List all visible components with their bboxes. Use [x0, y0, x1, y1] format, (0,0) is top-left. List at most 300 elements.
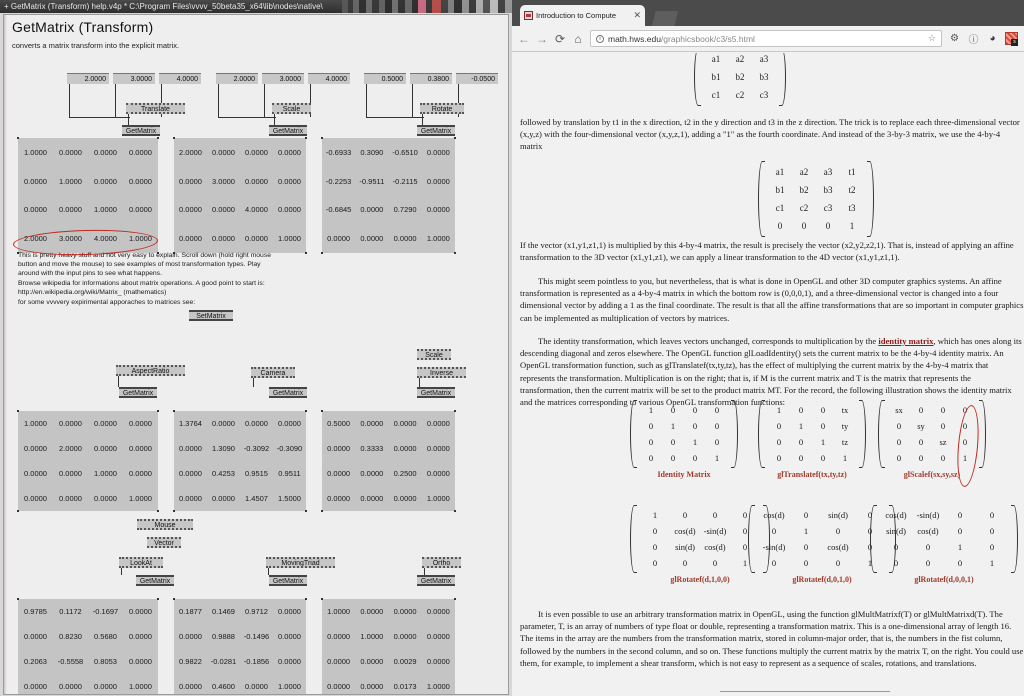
info-circle-icon[interactable]: ⓘ	[968, 35, 979, 46]
node-getmatrix-inverse[interactable]: GetMatrix	[417, 387, 455, 398]
matrix-cell: -0.6845	[325, 205, 352, 215]
matrix-cell: 0	[648, 453, 654, 463]
matrix-cell: 0	[776, 453, 782, 463]
matrix-cell: 1.0000	[94, 469, 117, 478]
matrix-cell: 1	[648, 405, 654, 415]
matrix-cell: 1	[652, 510, 658, 520]
matrix-caption: glRotatef(d,0,1,0)	[792, 575, 852, 584]
matrix-cell: 0	[776, 421, 782, 431]
reload-icon[interactable]: ⟳	[554, 31, 566, 46]
matrix-cell: 0.9712	[245, 607, 268, 616]
matrix-cell: -0.5558	[57, 657, 84, 666]
matrix-cell: 0.1877	[179, 607, 202, 616]
matrix-cell: -0.1856	[243, 657, 270, 666]
matrix-cell: 0.5680	[94, 632, 117, 641]
matrix-cell: 0.0000	[94, 176, 117, 186]
matrix-cell: tx	[841, 405, 849, 415]
iobox-translate-2[interactable]: 4.0000	[159, 73, 201, 84]
iobox-scale-2[interactable]: 4.0000	[308, 73, 350, 84]
matrix-cell: 1	[989, 558, 995, 568]
matrix-cell: 0.0000	[327, 234, 351, 244]
matrix-output-scale[interactable]	[174, 138, 306, 253]
matrix-output-ortho[interactable]	[322, 599, 455, 695]
matrix-cell: 0	[896, 437, 902, 447]
matrix-caption: glTranslatef(tx,ty,tz)	[777, 470, 847, 479]
matrix-cell: 0.0000	[426, 444, 450, 453]
paragraph-4	[520, 335, 1024, 408]
node-pin[interactable]	[173, 598, 175, 600]
matrix-cell: cos(d)	[917, 526, 939, 536]
matrix-cell: a1	[711, 54, 721, 64]
matrix-cell: 0	[777, 221, 783, 231]
matrix-cell: 0.0000	[426, 607, 450, 616]
matrix-cell: -0.6933	[325, 147, 352, 157]
node-pin[interactable]	[454, 510, 456, 512]
matrix-output-rotate[interactable]	[322, 138, 455, 253]
matrix-cells	[765, 400, 859, 468]
matrix-cell: 0	[798, 405, 804, 415]
favicon-icon	[524, 11, 533, 20]
matrix-caption: glRotatef(d,1,0,0)	[670, 575, 730, 584]
matrix-cell: 0.0000	[278, 419, 301, 428]
matrix-output-movingtriad[interactable]	[174, 599, 306, 695]
matrix-cell: 0.9515	[245, 469, 268, 478]
matrix-cell: 0	[798, 453, 804, 463]
matrix-output-inverse[interactable]	[322, 411, 455, 511]
browser-tab[interactable]	[520, 5, 645, 26]
matrix-cell: 0	[962, 437, 968, 447]
matrix-cell: 0	[712, 558, 718, 568]
wire	[218, 117, 276, 118]
back-icon[interactable]: ←	[518, 31, 530, 46]
matrix-cell: 4.0000	[94, 234, 117, 244]
node-pin[interactable]	[305, 252, 307, 254]
matrix-cell: 0	[803, 558, 809, 568]
matrix-cell: 0	[652, 526, 658, 536]
matrix-cell: 0	[867, 526, 873, 536]
gear-icon[interactable]: ⚙	[950, 33, 959, 44]
matrix-cell: c3	[823, 203, 833, 213]
matrix-cell: 0	[714, 421, 720, 431]
node-camera[interactable]: Camera	[251, 367, 295, 378]
matrix-cell: 0.0000	[24, 444, 47, 453]
bracket-right	[779, 53, 786, 106]
setmatrix-node[interactable]: SetMatrix	[189, 310, 233, 321]
matrix-cell: -sin(d)	[916, 510, 940, 520]
matrix-cell: 1	[742, 558, 748, 568]
bracket-right	[731, 400, 738, 468]
matrix-cell: cos(d)	[763, 510, 785, 520]
node-translate[interactable]: Translate	[126, 103, 185, 114]
node-lookat[interactable]: LookAt	[119, 557, 163, 568]
matrix-cell: 0.0000	[179, 234, 202, 244]
matrix-cell: 0.0000	[179, 494, 202, 503]
home-icon[interactable]: ⌂	[574, 31, 582, 46]
matrix-output-translate[interactable]	[18, 138, 158, 253]
matrix-cell: 0.0000	[426, 419, 450, 428]
bracket-left	[694, 53, 701, 106]
node-getmatrix-scale[interactable]: GetMatrix	[269, 125, 307, 136]
matrix-figure	[630, 400, 738, 479]
node-ortho[interactable]: Ortho	[422, 557, 461, 568]
iobox-scale-0[interactable]: 2.0000	[216, 73, 258, 84]
matrix-cell: 0.0000	[94, 419, 117, 428]
matrix-cell: ty	[841, 421, 849, 431]
node-pin[interactable]	[305, 510, 307, 512]
matrix-cell: 0.9511	[278, 469, 301, 478]
matrix-cell: 0	[742, 526, 748, 536]
matrix-cell: 0.0000	[360, 234, 384, 244]
url-text	[608, 34, 755, 44]
bracket-left	[878, 400, 885, 468]
matrix-cell: 1.0000	[327, 607, 351, 616]
matrix-cell: cos(d)	[827, 542, 849, 552]
matrix-cell: -sin(d)	[703, 526, 727, 536]
node-pin[interactable]	[17, 410, 19, 412]
matrix-cell: 0	[670, 405, 676, 415]
node-pin[interactable]	[17, 598, 19, 600]
matrix-cell: 0.0000	[393, 444, 417, 453]
horizontal-rule	[720, 691, 890, 692]
wire	[366, 84, 367, 117]
matrix-cell: b1	[711, 72, 721, 82]
matrix-cell: 0.0000	[59, 469, 82, 478]
matrix-output-camera[interactable]	[174, 411, 306, 511]
matrix-cell: 0.0000	[327, 469, 351, 478]
matrix-cell: 0	[682, 510, 688, 520]
node-inverse[interactable]: Inverse	[417, 367, 466, 378]
matrix-cell: 0	[962, 405, 968, 415]
matrix-cell: 4.0000	[245, 205, 268, 215]
node-pin[interactable]	[454, 598, 456, 600]
identity-matrix-link[interactable]: identity matrix	[878, 336, 934, 346]
iobox-rotate-2[interactable]: -0.0500	[456, 73, 498, 84]
page-info-icon[interactable]: i	[596, 35, 604, 43]
node-movingtriad[interactable]: MovingTriad	[266, 557, 335, 568]
matrix-cell: 0	[742, 542, 748, 552]
address-bar[interactable]	[590, 30, 942, 47]
matrix-cell: c1	[711, 90, 721, 100]
bracket-right	[1011, 505, 1018, 573]
wire	[115, 84, 116, 117]
node-getmatrix-aspectratio[interactable]: GetMatrix	[119, 387, 157, 398]
node-mouse[interactable]: Mouse	[137, 519, 193, 530]
paragraph-3: This might seem pointless to you, but nevertheless, that is what is done in OpenGL and other 3D computer graphics systems. An affine transformation is represented as a 4-by-4 matrix in which the bottom row is (0,0,0,1), and a three-dimensional vector is changed into a four dimensional vector by adding a 1 as the final coordinate. The result is that all the affine transformations that are so important in computer graphics can be implemented as multiplication of vectors by matrices.	[520, 276, 1024, 323]
node-pin[interactable]	[321, 252, 323, 254]
matrix-cell: cos(d)	[674, 526, 696, 536]
matrix-cell: 0.9822	[179, 657, 202, 666]
matrix-cell: tz	[841, 437, 849, 447]
node-pin[interactable]	[305, 410, 307, 412]
matrix-cell: 0.0000	[129, 469, 152, 478]
matrix-cell: 0	[925, 542, 931, 552]
matrix-cell: 1.0000	[426, 494, 450, 503]
matrix-cell: -0.3092	[243, 444, 270, 453]
matrix-cell: 1	[962, 453, 968, 463]
matrix-cell: c3	[759, 90, 769, 100]
node-pin[interactable]	[321, 598, 323, 600]
matrix-3x3-top	[694, 53, 786, 106]
node-aspectratio[interactable]: AspectRatio	[116, 365, 185, 376]
matrix-cell: 0.2063	[24, 657, 47, 666]
matrix-cell: 0.0000	[278, 147, 301, 157]
forward-icon[interactable]: →	[536, 31, 548, 46]
matrix-cell: 0	[925, 558, 931, 568]
matrix-cell: 0.0000	[212, 234, 235, 244]
matrix-cell: -0.0281	[210, 657, 237, 666]
new-tab-button[interactable]	[652, 11, 678, 26]
matrix-cell: 1.0000	[129, 682, 152, 691]
matrix-cell: sin(d)	[675, 542, 695, 552]
matrix-cell: 0.0000	[360, 469, 384, 478]
matrix-cell: 3.0000	[212, 176, 235, 186]
node-getmatrix-translate[interactable]: GetMatrix	[122, 125, 160, 136]
matrix-cell: 1.0000	[94, 205, 117, 215]
matrix-cell: 1.0000	[129, 234, 152, 244]
matrix-cell: 0.0000	[59, 682, 82, 691]
node-pin[interactable]	[157, 137, 159, 139]
matrix-cell: 0.0000	[327, 657, 351, 666]
vvvv-title-bar	[0, 0, 512, 13]
matrix-cell: 0.0000	[212, 494, 235, 503]
matrix-cell: 0.0000	[278, 632, 301, 641]
node-getmatrix-lookat[interactable]: GetMatrix	[136, 575, 174, 586]
node-pin[interactable]	[305, 598, 307, 600]
wire	[419, 378, 420, 387]
matrix-cell: t2	[848, 185, 856, 195]
matrix-cell: 0.0000	[59, 147, 82, 157]
matrix-cell: 0.0000	[179, 632, 202, 641]
node-pin[interactable]	[321, 510, 323, 512]
matrix-cell: sin(d)	[886, 526, 906, 536]
node-pin[interactable]	[454, 410, 456, 412]
matrix-figure	[758, 400, 866, 479]
matrix-4x4-affine	[758, 161, 874, 237]
matrix-cell: 0	[940, 421, 946, 431]
node-getmatrix-ortho[interactable]: GetMatrix	[417, 575, 455, 586]
matrix-cell: 1	[842, 453, 848, 463]
matrix-cell: 0	[896, 453, 902, 463]
matrix-cell: 0	[962, 421, 968, 431]
wire	[69, 117, 130, 118]
matrix-figure	[878, 400, 986, 479]
matrix-cell: 0.0000	[426, 469, 450, 478]
matrix-cell: 0	[820, 421, 826, 431]
matrix-caption: Identity Matrix	[657, 470, 711, 479]
matrix-cell: 1.0000	[278, 234, 301, 244]
info-line-1: Browse wikipedia for informations about matrix operations. A good point to start is: http://en.wikipedia.org/wiki/Matrix_ (mathematics)	[18, 279, 265, 296]
matrix-cell: 0.1469	[212, 607, 235, 616]
matrix-cell: 0.0000	[360, 494, 384, 503]
chrome-browser-window	[512, 0, 1024, 696]
matrix-cell: 0.4253	[212, 469, 235, 478]
matrix-cell: 0.0000	[393, 494, 417, 503]
wire	[268, 568, 269, 575]
matrix-cell: 0.0000	[360, 682, 384, 691]
matrix-output-lookat[interactable]	[18, 599, 158, 695]
matrix-cell: 3.0000	[59, 234, 82, 244]
bracket-left	[758, 400, 765, 468]
node-pin[interactable]	[157, 598, 159, 600]
matrix-cell: 0.0000	[94, 494, 117, 503]
node-pin[interactable]	[173, 410, 175, 412]
node-pin[interactable]	[454, 252, 456, 254]
matrix-cells	[701, 53, 779, 106]
matrix-cell: -0.1697	[92, 607, 119, 616]
matrix-cell: 0	[742, 510, 748, 520]
matrix-caption: glScalef(sx,sy,sz)	[903, 470, 961, 479]
node-getmatrix-camera[interactable]: GetMatrix	[269, 387, 307, 398]
node-pin[interactable]	[17, 510, 19, 512]
tab-title: Introduction to Compute	[536, 11, 617, 20]
matrix-cell: 0.0000	[59, 494, 82, 503]
matrix-cell: 0	[918, 405, 924, 415]
paragraph-4-a: The identity transformation, which leaves vectors unchanged, corresponds to multiplication by the	[538, 336, 879, 346]
matrix-cell: 0.0000	[327, 682, 351, 691]
node-pin[interactable]	[321, 410, 323, 412]
node-pin[interactable]	[321, 137, 323, 139]
matrix-cell: 0.0000	[245, 234, 268, 244]
matrix-cell: 1.4507	[245, 494, 268, 503]
matrix-cell: 0.0000	[24, 469, 47, 478]
matrix-cell: 0.0000	[327, 632, 351, 641]
chrome-toolbar	[512, 26, 1024, 52]
node-scale[interactable]: Scale	[417, 349, 451, 360]
node-getmatrix-movingtriad[interactable]: GetMatrix	[269, 575, 307, 586]
matrix-cell: 2.0000	[59, 444, 82, 453]
iobox-scale-1[interactable]: 3.0000	[262, 73, 304, 84]
matrix-cell: a1	[775, 167, 785, 177]
extension-icon[interactable]	[1005, 32, 1018, 45]
wire	[253, 378, 254, 387]
matrix-cell: 1	[957, 542, 963, 552]
bookmark-star-icon[interactable]: ☆	[927, 33, 936, 43]
node-pin[interactable]	[173, 510, 175, 512]
matrix-cell: 0	[820, 405, 826, 415]
matrix-cell: cos(d)	[885, 510, 907, 520]
matrix-cell: 2.0000	[179, 147, 202, 157]
matrix-cell: -0.2253	[325, 176, 352, 186]
matrix-cell: c2	[735, 90, 745, 100]
matrix-cell: 0.3090	[360, 147, 384, 157]
matrix-cell: -0.6510	[392, 147, 418, 157]
matrix-cells	[765, 161, 867, 237]
matrix-cell: 1	[820, 437, 826, 447]
moon-icon[interactable]: ◕	[989, 33, 996, 44]
matrix-cell: 0	[893, 542, 899, 552]
matrix-cell: t1	[848, 167, 856, 177]
matrix-cell: 0.5000	[327, 419, 351, 428]
wire	[121, 568, 122, 575]
chrome-tab-strip	[512, 0, 1024, 26]
paragraph-5	[520, 608, 1024, 669]
matrix-cell: 0	[867, 542, 873, 552]
matrix-cell: 0	[692, 405, 698, 415]
matrix-cell: 0.0000	[360, 419, 384, 428]
matrix-cell: 0.0000	[94, 682, 117, 691]
matrix-cell: 0.0000	[278, 176, 301, 186]
bracket-left	[630, 400, 637, 468]
matrix-cell: sin(d)	[828, 510, 848, 520]
close-icon[interactable]: ✕	[633, 10, 641, 20]
matrix-cell: 2.0000	[24, 234, 47, 244]
matrix-cell: 0.1172	[59, 607, 82, 616]
node-vector[interactable]: Vector	[147, 537, 181, 548]
matrix-cell: 0.0000	[179, 176, 202, 186]
node-pin[interactable]	[173, 137, 175, 139]
matrix-cell: 0	[896, 421, 902, 431]
iobox-rotate-1[interactable]: 0.3800	[410, 73, 452, 84]
matrix-cell: 0.0000	[24, 632, 47, 641]
wire	[128, 114, 129, 125]
iobox-translate-0[interactable]: 2.0000	[67, 73, 109, 84]
matrix-cell: 0.0000	[129, 205, 152, 215]
matrix-cell: 0.2500	[393, 469, 417, 478]
matrix-cell: 0	[712, 510, 718, 520]
matrix-cell: 0.0000	[24, 682, 47, 691]
wire	[218, 84, 219, 117]
node-pin[interactable]	[157, 410, 159, 412]
page-subtitle: converts a matrix transform into the explicit matrix.	[12, 41, 180, 50]
vvvv-canvas[interactable]	[3, 14, 509, 695]
matrix-cell: 0	[940, 453, 946, 463]
matrix-cell: 0	[682, 558, 688, 568]
matrix-cell: 1.0000	[129, 494, 152, 503]
matrix-cells	[877, 505, 1011, 573]
matrix-figure	[870, 505, 1018, 584]
matrix-cell: 1	[798, 421, 804, 431]
node-pin[interactable]	[305, 137, 307, 139]
matrix-cell: 0	[989, 526, 995, 536]
info-paragraph	[18, 251, 280, 297]
matrix-cell: 1.0000	[24, 419, 47, 428]
matrix-cell: 0.0000	[24, 205, 47, 215]
matrix-cell: 1	[714, 453, 720, 463]
matrix-cell: 0	[803, 510, 809, 520]
matrix-cell: 0	[867, 510, 873, 520]
bracket-right	[859, 400, 866, 468]
node-pin[interactable]	[454, 137, 456, 139]
iobox-rotate-0[interactable]: 0.5000	[364, 73, 406, 84]
matrix-cell: 0.0029	[393, 657, 417, 666]
matrix-cell: c2	[799, 203, 809, 213]
matrix-cell: 0.9888	[212, 632, 235, 641]
matrix-cell: 0.0000	[212, 205, 235, 215]
node-scale[interactable]: Scale	[272, 103, 311, 114]
paragraph-1: followed by translation by t1 in the x direction, t2 in the y direction and t3 in the z direction. The trick is to replace each three-dimensional vector (x,y,z) with the four-dimensional vector (x,y,z,1), adding a "1" as the fourth coordinate. And instead of the 3-by-3 matrix, we use the 4-by-4 matrix	[520, 117, 1020, 152]
matrix-cell: 0	[670, 453, 676, 463]
matrix-cell: 0.0000	[94, 147, 117, 157]
matrix-cell: sy	[917, 421, 925, 431]
matrix-cells	[755, 505, 889, 573]
node-pin[interactable]	[157, 510, 159, 512]
iobox-translate-1[interactable]: 3.0000	[113, 73, 155, 84]
matrix-cell: 0.0000	[393, 234, 417, 244]
node-rotate[interactable]: Rotate	[420, 103, 464, 114]
matrix-cell: sx	[895, 405, 903, 415]
matrix-cell: -0.9511	[359, 176, 385, 186]
matrix-cell: -0.2115	[392, 176, 418, 186]
matrix-cells	[637, 400, 731, 468]
matrix-cell: 0.8053	[94, 657, 117, 666]
matrix-cell: sz	[939, 437, 947, 447]
matrix-cell: 0.0000	[59, 419, 82, 428]
url-path: /graphicsbook/c3/s5.html	[660, 33, 755, 44]
matrix-cell: 0.7290	[393, 205, 417, 215]
node-pin[interactable]	[17, 137, 19, 139]
node-getmatrix-rotate[interactable]: GetMatrix	[417, 125, 455, 136]
matrix-output-aspectratio[interactable]	[18, 411, 158, 511]
